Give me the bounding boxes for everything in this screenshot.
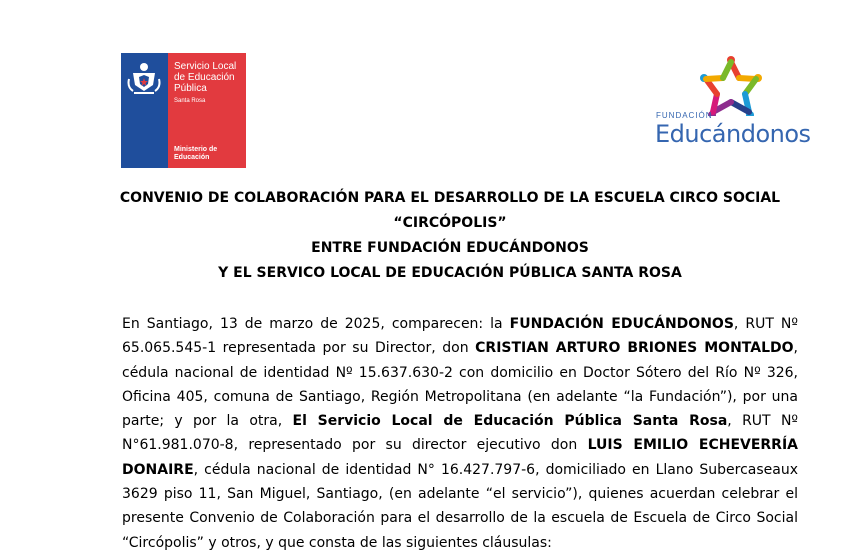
- slep-subtitle: Santa Rosa: [174, 98, 206, 104]
- text-segment: , RUT Nº N°61.981.070-8, representado por su director ejecutivo don: [122, 413, 799, 454]
- slep-logo-red-panel: [168, 53, 246, 168]
- slep-logo: [121, 53, 246, 168]
- educandonos-name: Educándonos: [655, 120, 811, 148]
- title-line-2: “CIRCÓPOLIS”: [393, 215, 507, 231]
- director-name: CRISTIAN ARTURO BRIONES MONTALDO: [475, 340, 794, 357]
- title-line-3: ENTRE FUNDACIÓN EDUCÁNDONOS: [311, 240, 589, 256]
- paragraph-1: [122, 312, 798, 555]
- party-fundacion-name: FUNDACIÓN EDUCÁNDONOS: [509, 316, 734, 332]
- text-segment: , cédula nacional de identidad Nº 15.637.630-2 con domicilio en Doctor Sótero del Río Nº 326, Oficina 405, comuna de Santiago, Región Metropolitana (en adelante “la Fundación”), por una parte; y por la otra,: [122, 340, 798, 430]
- body-paragraph: [122, 312, 798, 555]
- educandonos-logo: [652, 56, 811, 156]
- star-people-icon: [652, 56, 787, 116]
- slep-ministry-line2: Educación: [174, 154, 210, 161]
- slep-logo-blue-panel: [121, 53, 168, 168]
- text-segment: , cédula nacional de identidad N° 16.427.797-6, domiciliado en Llano Subercaseaux 3629 piso 11, San Miguel, Santiago, (en adelante “el servicio”), quienes acuerdan celebrar el presente Convenio de Colaboración para el desarrollo de la escuela de Escuela de Circo Social “Circópolis” y otros, y que consta de las siguientes cláusulas:: [122, 461, 798, 551]
- slep-ministry-line1: Ministerio de: [174, 146, 218, 153]
- slep-title-line3: Pública: [174, 83, 207, 94]
- text-segment: En Santiago, 13 de marzo de 2025, comparecen: la: [122, 316, 510, 332]
- educandonos-prefix: FUNDACIÓN: [656, 111, 713, 120]
- slep-title-line2: de Educación: [174, 72, 235, 83]
- document-title: [0, 186, 855, 286]
- title-line-1: CONVENIO DE COLABORACIÓN PARA EL DESARROLLO DE LA ESCUELA CIRCO SOCIAL: [119, 190, 781, 206]
- slep-title-line1: Servicio Local: [174, 61, 237, 72]
- executive-director-name: LUIS EMILIO ECHEVERRÍA DONAIRE: [122, 437, 799, 478]
- slep-ministry: [174, 146, 217, 162]
- text-segment: , RUT Nº 65.065.545-1 representada por su Director, don: [122, 316, 799, 357]
- chile-coat-of-arms-icon: [121, 53, 168, 168]
- title-line-4: Y EL SERVICO LOCAL DE EDUCACIÓN PÚBLICA SANTA ROSA: [218, 265, 682, 281]
- party-servicio-name: El Servicio Local de Educación Pública Santa Rosa: [292, 413, 728, 430]
